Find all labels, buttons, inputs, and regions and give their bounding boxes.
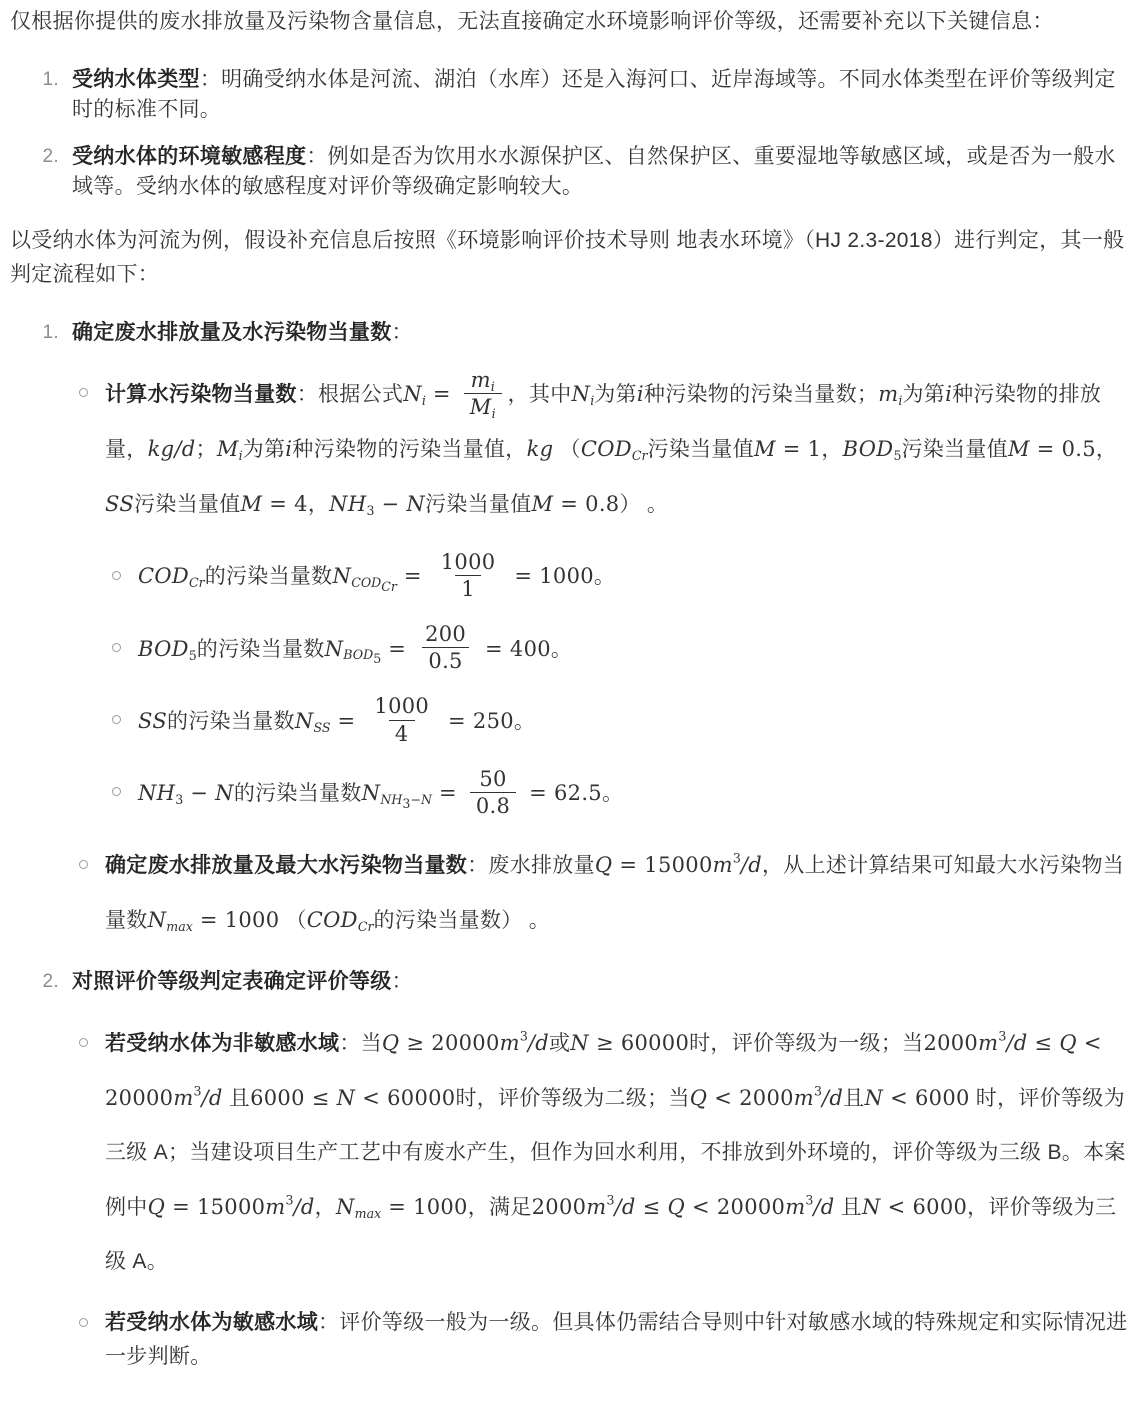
sub-bullet-item — [72, 838, 1131, 948]
formula-text: $BOD_5$的污染当量数$N_{BOD_5}$ = $\frac{200}{0.5}$ = 400。 — [138, 622, 573, 674]
sub-bullet-text: 计算水污染物当量数：根据公式$N_i$ = $\frac{m_i}{M_i}$ ，其中$N_i$为第i种污染物的污染当量数；$m_i$为第i种污染物的排放量，kg/d；$M_i$为第i种污染物的污染当量值，kg （$COD_{Cr}$污染当量值M = 1，$BOD_5$污染当量值M = 0.5，SS污染当量值M = 4，$NH_3 - N$污染当量值M = 0.8） 。 — [105, 367, 1118, 519]
formula-bullet-list — [105, 549, 1131, 821]
intro-paragraph: 仅根据你提供的废水排放量及污染物含量信息，无法直接确定水环境影响评价等级，还需要补充以下关键信息： — [10, 10, 1054, 33]
sub-bullet-item — [72, 1306, 1131, 1374]
sub-bullet-text: 若受纳水体为敏感水域：评价等级一般为一级。但具体仍需结合导则中针对敏感水域的特殊规定和实际情况进一步判断。 — [105, 1311, 1128, 1369]
list-number: 1. — [42, 69, 59, 90]
sub-bullet-text: 确定废水排放量及最大水污染物当量数：废水排放量$Q = 15000m^3/d$，从上述计算结果可知最大水污染物当量数$N_{max} = 1000$ （$COD_{Cr}$的污染当量数） 。 — [105, 850, 1125, 934]
bullet-marker — [72, 367, 105, 821]
list-number: 1. — [42, 322, 59, 343]
circle-bullet-icon — [79, 860, 88, 869]
sub-bullet-item — [72, 367, 1131, 821]
circle-bullet-icon — [112, 643, 121, 652]
sub-bullet-text: 若受纳水体为非敏感水域：当$Q \ge 20000m^3/d$或N ≥ 60000时，评价等级为一级；当$2000m^3/d \le Q < 20000m^3/d$ 且6000 ≤ N < 60000时，评价等级为二级；当$Q < 2000m^3/d$且N < 6000 时，评价等级为三级 A；当建设项目生产工艺中有废水产生，但作为回水利用，不排放到外环境的，评价等级为三级 B。本案例中$Q = 15000m^3/d$，$N_{max} = 1000$，满足$2000m^3/d \le Q < 20000m^3/d$ 且N < 6000，评价等级为三级 A。 — [105, 1028, 1126, 1274]
formula-bullet-item — [105, 694, 1131, 749]
circle-bullet-icon — [79, 388, 88, 397]
bullet-marker — [72, 1016, 105, 1289]
step-content — [72, 316, 1131, 948]
formula-text: $COD_{Cr}$的污染当量数$N_{COD_{Cr}}$ = $\frac{1000}{1}$ = 1000。 — [138, 550, 616, 602]
circle-bullet-icon — [79, 1038, 88, 1047]
formula-bullet-item — [105, 766, 1131, 821]
circle-bullet-icon — [112, 571, 121, 580]
bullet-marker — [105, 766, 138, 821]
bullet-marker — [105, 694, 138, 749]
key-info-list — [10, 63, 1131, 200]
sub-bullet-item — [72, 1016, 1131, 1289]
circle-bullet-icon — [112, 787, 121, 796]
list-item-text: 受纳水体的环境敏感程度：例如是否为饮用水水源保护区、自然保护区、重要湿地等敏感区域，或是否为一般水域等。受纳水体的敏感程度对评价等级确定影响较大。 — [72, 145, 1116, 198]
sub-bullet-content — [105, 367, 1131, 821]
procedure-list — [10, 316, 1131, 1374]
sub-bullet-list — [72, 367, 1131, 948]
bullet-marker — [72, 838, 105, 948]
list-item-text: 受纳水体类型：明确受纳水体是河流、湖泊（水库）还是入海河口、近岸海域等。不同水体类型在评价等级判定时的标准不同。 — [72, 68, 1116, 121]
step-2 — [10, 965, 1131, 1374]
formula-text: SS的污染当量数$N_{SS}$ = $\frac{1000}{4}$ = 250。 — [138, 694, 536, 746]
formula-text: $NH_3 - N$的污染当量数$N_{NH_3-N}$ = $\frac{50}{0.8}$ = 62.5。 — [138, 766, 624, 818]
bullet-marker — [105, 549, 138, 604]
step-title: 对照评价等级判定表确定评价等级： — [72, 970, 413, 994]
formula-bullet-item — [105, 549, 1131, 604]
step-content — [72, 965, 1131, 1374]
formula-bullet-item — [105, 622, 1131, 677]
context-paragraph: 以受纳水体为河流为例，假设补充信息后按照《环境影响评价技术导则 地表水环境》（HJ 2.3-2018）进行判定，其一般判定流程如下： — [10, 229, 1125, 286]
circle-bullet-icon — [112, 715, 121, 724]
step-1 — [10, 316, 1131, 948]
list-item — [10, 140, 1131, 200]
bullet-marker — [105, 622, 138, 677]
circle-bullet-icon — [79, 1318, 88, 1327]
list-item — [10, 63, 1131, 123]
step-title: 确定废水排放量及水污染物当量数： — [72, 321, 413, 344]
bullet-marker — [72, 1306, 105, 1374]
list-number: 2. — [42, 146, 59, 167]
sub-bullet-list — [72, 1016, 1131, 1374]
list-number: 2. — [42, 971, 59, 993]
